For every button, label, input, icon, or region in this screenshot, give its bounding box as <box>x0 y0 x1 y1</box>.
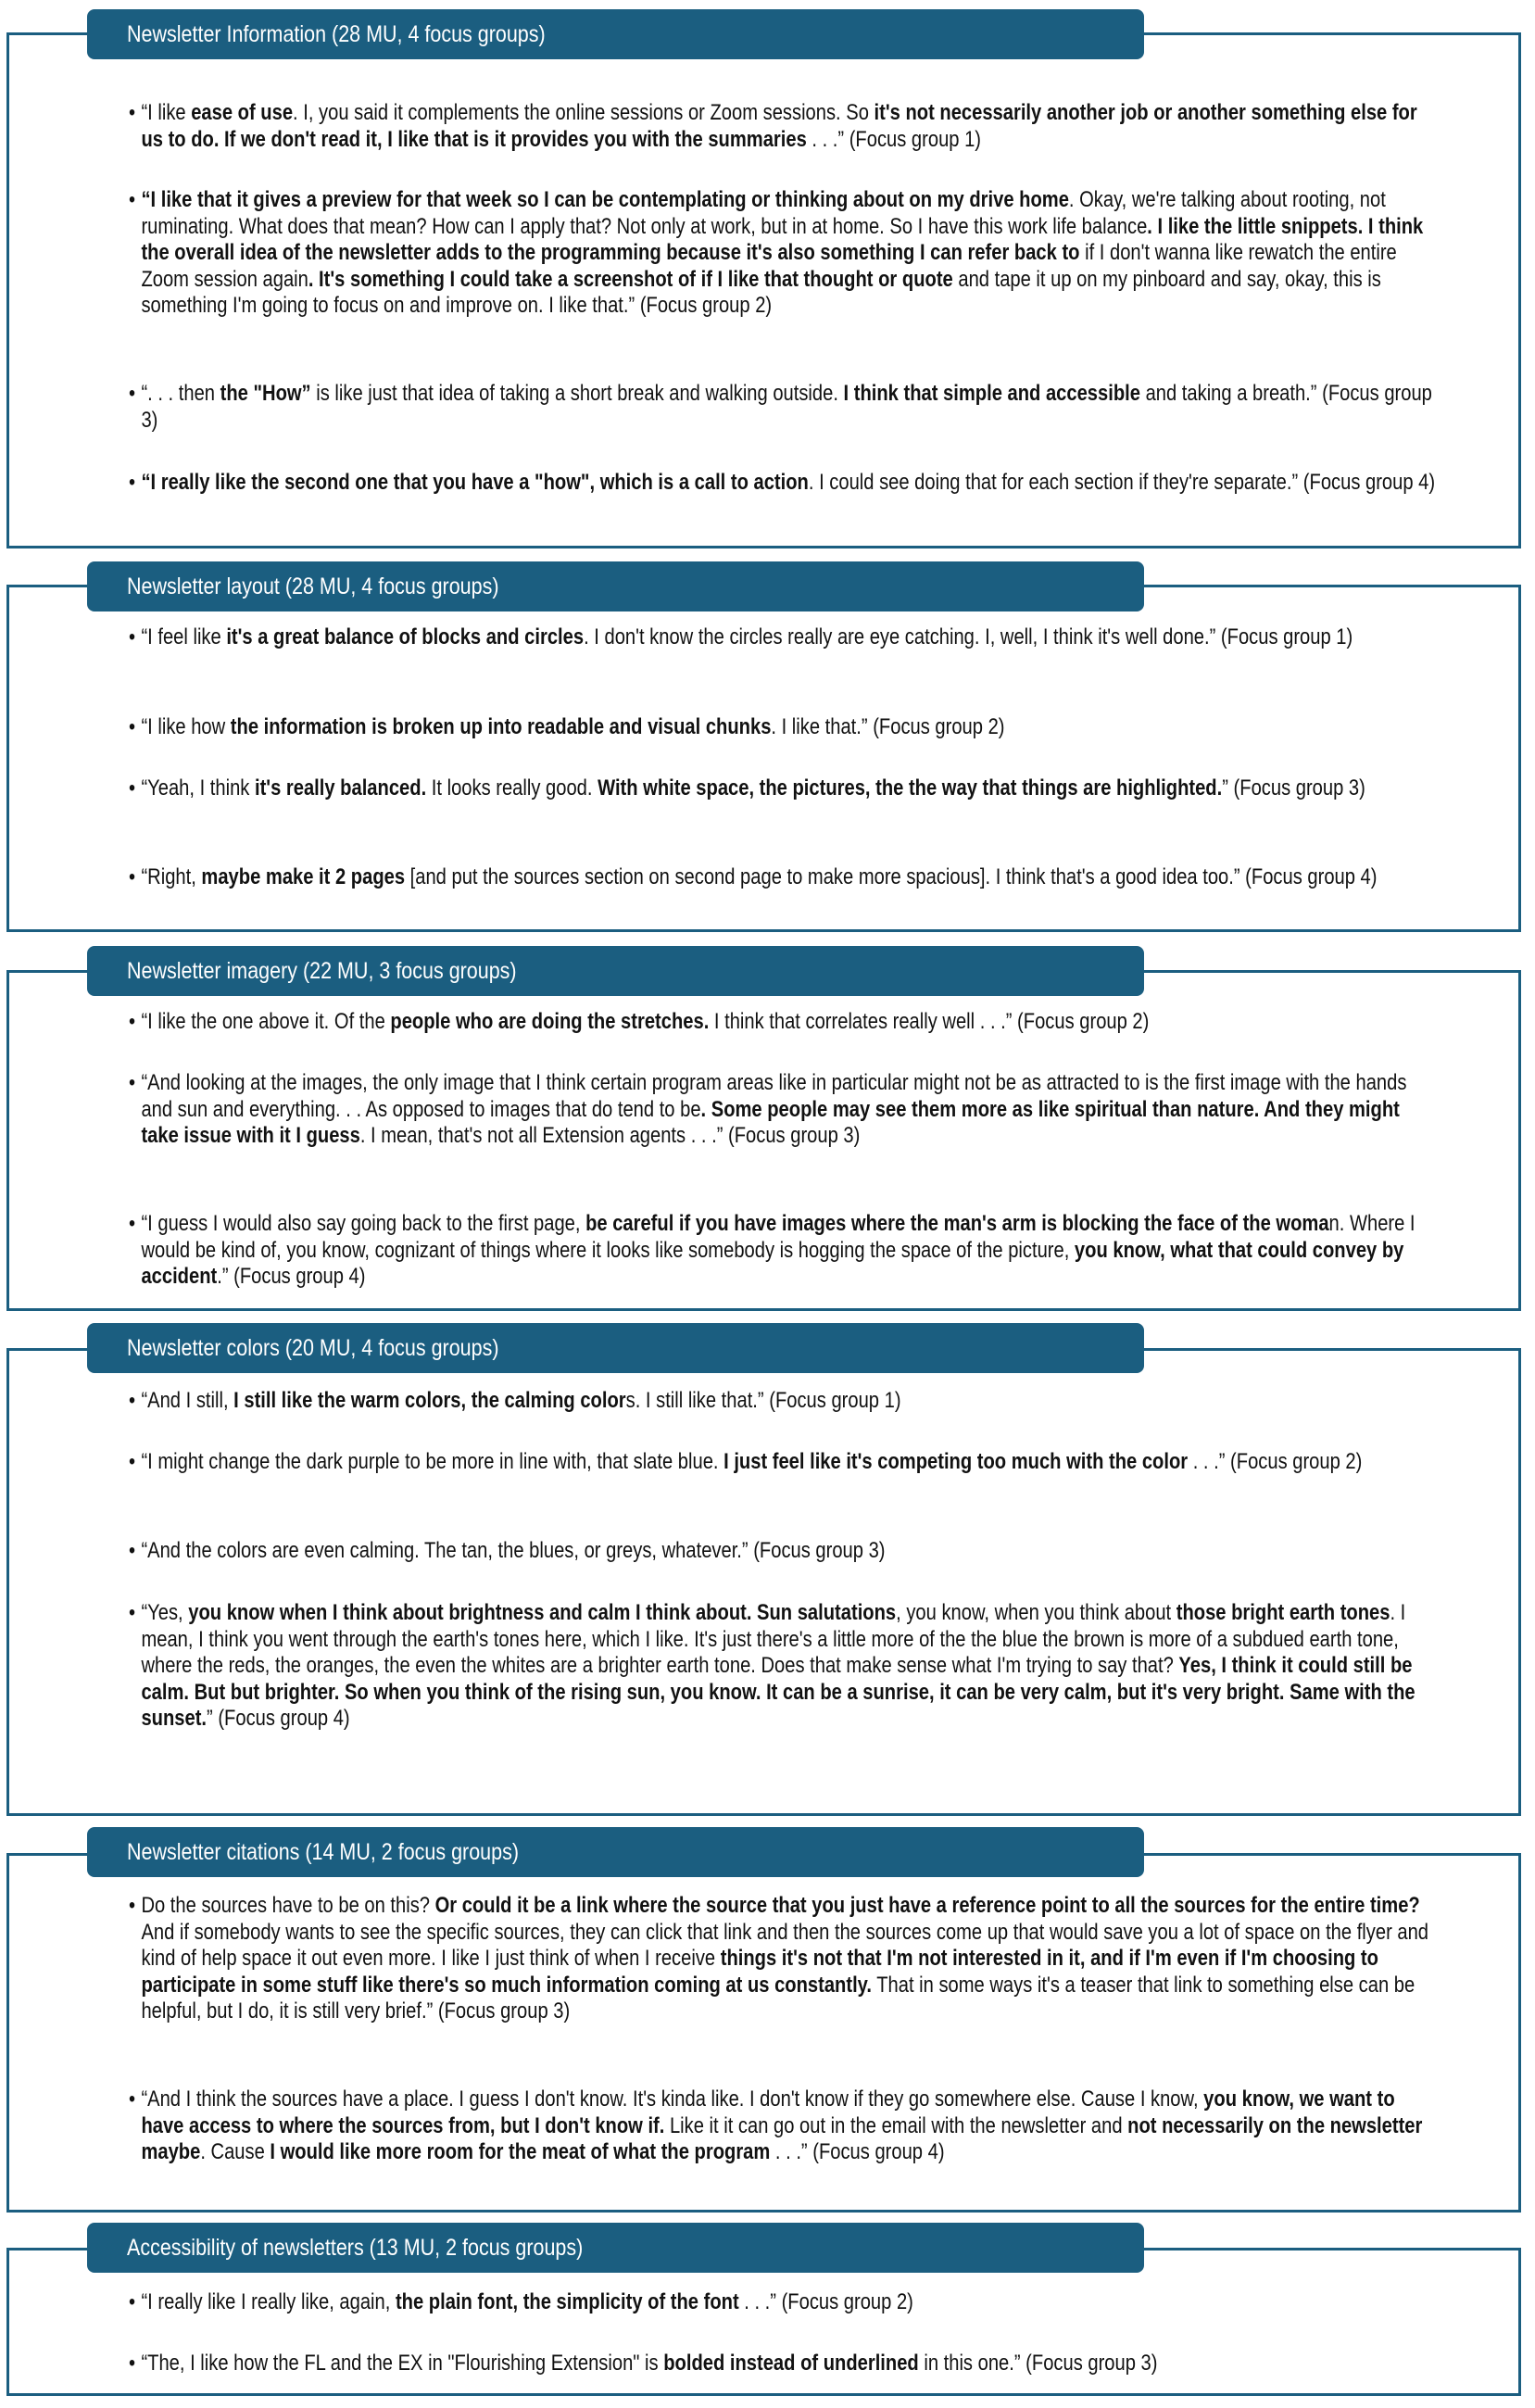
quote-text: . . .” (Focus group 4) <box>770 2139 945 2165</box>
section-header <box>87 2223 1144 2273</box>
quote-emphasis: Yes, I think it could still be calm. But but brighter. So when you think of the rising sun, you know. It can be a sunrise, it can be very calm, but it's very bright. Same with the sunset. <box>141 1653 1415 1732</box>
bullet-icon: • <box>129 381 136 406</box>
quote-text: “Yes, <box>141 1600 189 1625</box>
bullet-icon: • <box>129 1211 136 1236</box>
bullet-icon: • <box>129 100 136 125</box>
quote-emphasis: you know, we want to have access to where the sources from, but I don't know if. <box>141 2087 1395 2138</box>
quote-emphasis: maybe make it 2 pages <box>201 864 410 889</box>
quote-text: and taking a breath.” (Focus group 3) <box>141 381 1432 433</box>
quote-emphasis: “I like that it gives a preview for that week so I can be contemplating or thinking about on my drive home <box>141 187 1069 212</box>
bullet-icon: • <box>129 187 136 212</box>
quote-text: “I guess I would also say going back to the first page, <box>141 1211 586 1236</box>
quote-text: [and put the sources section on second page to make more spacious]. I think that's a good idea too.” (Focus group 4) <box>409 864 1378 889</box>
quote-text: That in some ways it's a teaser that link to something else can be helpful, but I do, it is still very brief.” (Focus group 3) <box>141 1972 1415 2024</box>
quote-emphasis: it's not necessarily another job or another something else for us to do. If we don't read it, I like that is it provides you with the summaries <box>141 100 1417 152</box>
quote-emphasis: . Some people may see them more as like spiritual than nature. And they might take issue with it I guess <box>141 1096 1400 1149</box>
quote-emphasis: I still like the warm colors, the calming color <box>233 1388 626 1413</box>
quote-text: “I really like I really like, again, <box>141 2289 396 2314</box>
quote-emphasis: be careful if you have images where the man's arm is blocking the face of the woma <box>585 1211 1329 1236</box>
quote-list-item <box>129 1449 1436 1476</box>
quote-list-item <box>129 100 1436 153</box>
bullet-icon: • <box>129 1388 136 1413</box>
quote-text: , you know, when you think about <box>896 1600 1176 1625</box>
quote-text: ” (Focus group 3) <box>1222 775 1365 801</box>
quote-text: . I could see doing that for each section if they're separate.” (Focus group 4) <box>808 470 1436 495</box>
bullet-icon: • <box>129 1070 136 1095</box>
quote-text: . I like that.” (Focus group 2) <box>771 714 1005 739</box>
quote-text: “. . . then <box>141 381 220 406</box>
quote-emphasis: Or could it be a link where the source that you just have a reference point to all the sources for the entire time? <box>434 1893 1420 1918</box>
quote-text: It looks really good. <box>426 775 598 801</box>
quote-emphasis: not necessarily on the newsletter maybe <box>141 2112 1423 2165</box>
quote-emphasis: the plain font, the simplicity of the font <box>395 2289 739 2314</box>
quote-emphasis: I would like more room for the meat of what the program <box>270 2139 771 2165</box>
quote-text: n. Where I would be kind of, you know, cognizant of things where it looks like somebody is hogging the space of the picture, <box>141 1211 1415 1263</box>
bullet-icon: • <box>129 2087 136 2112</box>
bullet-icon: • <box>129 1538 136 1563</box>
quote-text: Like it it can go out in the email with the newsletter and <box>664 2112 1128 2138</box>
quote-emphasis: you know when I think about brightness and calm I think about. Sun salutations <box>188 1600 897 1625</box>
quote-text: if I don't wanna like rewatch the entire Zoom session again <box>141 240 1397 292</box>
quote-emphasis: things it's not that I'm not interested in it, and if I'm even if I'm choosing to participate in some stuff like there's so much information coming at us constantly. <box>141 1946 1378 1998</box>
quote-emphasis: people who are doing the stretches. <box>390 1009 710 1034</box>
section-title: Newsletter citations (14 MU, 2 focus groups) <box>127 1839 519 1865</box>
quote-list-item <box>129 470 1436 497</box>
section-title: Newsletter colors (20 MU, 4 focus groups) <box>127 1335 499 1361</box>
section-title: Newsletter imagery (22 MU, 3 focus groups) <box>127 958 517 984</box>
quote-emphasis: bolded instead of underlined <box>663 2351 919 2376</box>
quote-emphasis: it's a great balance of blocks and circles <box>226 624 585 649</box>
section-header <box>87 1323 1144 1373</box>
bullet-icon: • <box>129 714 136 739</box>
quote-emphasis: . It's something I could take a screenshot of if I like that thought or quote <box>308 266 953 292</box>
quote-text: “And looking at the images, the only image that I think certain program areas like in particular might not be as attracted to is the first image with the hands and sun and everything. . . As opposed to images that do tend to be <box>141 1070 1407 1122</box>
quote-text: “I like the one above it. Of the <box>141 1009 391 1034</box>
quote-text: and tape it up on my pinboard and say, okay, this is something I'm going to focus on and improve on. I like that.” (Focus group 2) <box>141 266 1381 319</box>
quote-list-item <box>129 1388 1436 1415</box>
bullet-icon: • <box>129 2351 136 2376</box>
quote-list-item <box>129 1893 1436 2025</box>
quote-text: . . .” (Focus group 2) <box>1188 1449 1363 1474</box>
quote-list-item <box>129 624 1436 651</box>
quote-text: ” (Focus group 4) <box>207 1706 350 1732</box>
quote-text: Do the sources have to be on this? <box>141 1893 435 1918</box>
quote-text: “And I still, <box>141 1388 234 1413</box>
quote-text: “The, I like how the FL and the EX in "Flourishing Extension" is <box>141 2351 664 2376</box>
quote-emphasis: the information is broken up into readable and visual chunks <box>230 714 772 739</box>
quote-text: . . .” (Focus group 1) <box>806 126 982 152</box>
quote-text: is like just that idea of taking a short break and walking outside. <box>310 381 844 406</box>
quote-text: “I like <box>141 100 192 125</box>
quote-text: “I might change the dark purple to be more in line with, that slate blue. <box>141 1449 724 1474</box>
quote-list-item <box>129 1009 1436 1036</box>
quote-emphasis: With white space, the pictures, the the way that things are highlighted. <box>598 775 1223 801</box>
section-header <box>87 9 1144 59</box>
quote-text: in this one.” (Focus group 3) <box>918 2351 1158 2376</box>
quote-text: . Cause <box>200 2139 271 2165</box>
bullet-icon: • <box>129 2289 136 2314</box>
quote-list-item <box>129 381 1436 434</box>
quote-emphasis: ease of use <box>191 100 294 125</box>
quote-list-item <box>129 2087 1436 2166</box>
quote-list-item <box>129 1538 1436 1565</box>
quote-list-item <box>129 1600 1436 1733</box>
quote-text: . Okay, we're talking about rooting, not ruminating. What does that mean? How can I apply that? Not only at work, but in at home. So I have this work life balance <box>141 187 1386 239</box>
quote-text: “Yeah, I think <box>141 775 255 801</box>
quote-list-item <box>129 1211 1436 1291</box>
quote-text: “I like how <box>141 714 231 739</box>
quote-text: “I feel like <box>141 624 227 649</box>
bullet-icon: • <box>129 1009 136 1034</box>
quote-text: . I don't know the circles really are eye catching. I, well, I think it's well done.” (Focus group 1) <box>584 624 1353 649</box>
bullet-icon: • <box>129 1893 136 1918</box>
bullet-icon: • <box>129 1449 136 1474</box>
quote-text: . I mean, that's not all Extension agents . . .” (Focus group 3) <box>359 1123 861 1149</box>
quote-text: . I mean, I think you went through the earth's tones here, which I like. It's just there's a little more of the the blue the brown is more of a subdued earth tone, where the reds, the oranges, the even the whites are a brighter earth tone. Does that make sense what I'm trying to say that? <box>141 1600 1406 1679</box>
section-frame <box>6 1348 1521 1816</box>
quote-text: “Right, <box>141 864 202 889</box>
quote-list-item <box>129 2289 1436 2316</box>
section-title: Accessibility of newsletters (13 MU, 2 focus groups) <box>127 2235 584 2261</box>
section-header <box>87 561 1144 611</box>
quote-text: . I, you said it complements the online sessions or Zoom sessions. So <box>293 100 874 125</box>
section-header <box>87 946 1144 996</box>
quote-text: “And I think the sources have a place. I guess I don't know. It's kinda like. I don't know if they go somewhere else. Cause I know, <box>141 2087 1204 2112</box>
bullet-icon: • <box>129 624 136 649</box>
bullet-icon: • <box>129 1600 136 1625</box>
quote-list-item <box>129 2351 1436 2377</box>
quote-list-item <box>129 864 1436 891</box>
quote-list-item <box>129 714 1436 741</box>
section-title: Newsletter layout (28 MU, 4 focus groups) <box>127 574 499 599</box>
quote-emphasis: . I like the little snippets. I think the overall idea of the newsletter adds to the programming because it's also something I can refer back to <box>141 213 1424 266</box>
quote-emphasis: you know, what that could convey by accident <box>141 1237 1404 1290</box>
quote-list-item <box>129 1070 1436 1150</box>
quote-list-item <box>129 775 1436 802</box>
bullet-icon: • <box>129 864 136 889</box>
quote-text: And if somebody wants to see the specific sources, they can click that link and then the sources come up that would save you a lot of space on the flyer and kind of help space it out even more. I like I just think of when I receive <box>141 1919 1429 1972</box>
quote-text: “And the colors are even calming. The tan, the blues, or greys, whatever.” (Focus group 3) <box>141 1538 886 1563</box>
bullet-icon: • <box>129 775 136 801</box>
quote-emphasis: the "How” <box>220 381 311 406</box>
section-title: Newsletter Information (28 MU, 4 focus groups) <box>127 21 546 47</box>
section-header <box>87 1827 1144 1877</box>
quote-text: I think that correlates really well . . .” (Focus group 2) <box>709 1009 1150 1034</box>
quote-list-item <box>129 187 1436 320</box>
quote-text: .” (Focus group 4) <box>217 1264 366 1290</box>
quote-emphasis: “I really like the second one that you have a "how", which is a call to action <box>141 470 809 495</box>
quote-emphasis: I just feel like it's competing too much with the color <box>723 1449 1189 1474</box>
quote-emphasis: it's really balanced. <box>254 775 427 801</box>
quote-text: . . .” (Focus group 2) <box>738 2289 913 2314</box>
quote-emphasis: those bright earth tones <box>1176 1600 1390 1625</box>
quote-emphasis: I think that simple and accessible <box>843 381 1140 406</box>
bullet-icon: • <box>129 470 136 495</box>
quote-text: s. I still like that.” (Focus group 1) <box>625 1388 901 1413</box>
